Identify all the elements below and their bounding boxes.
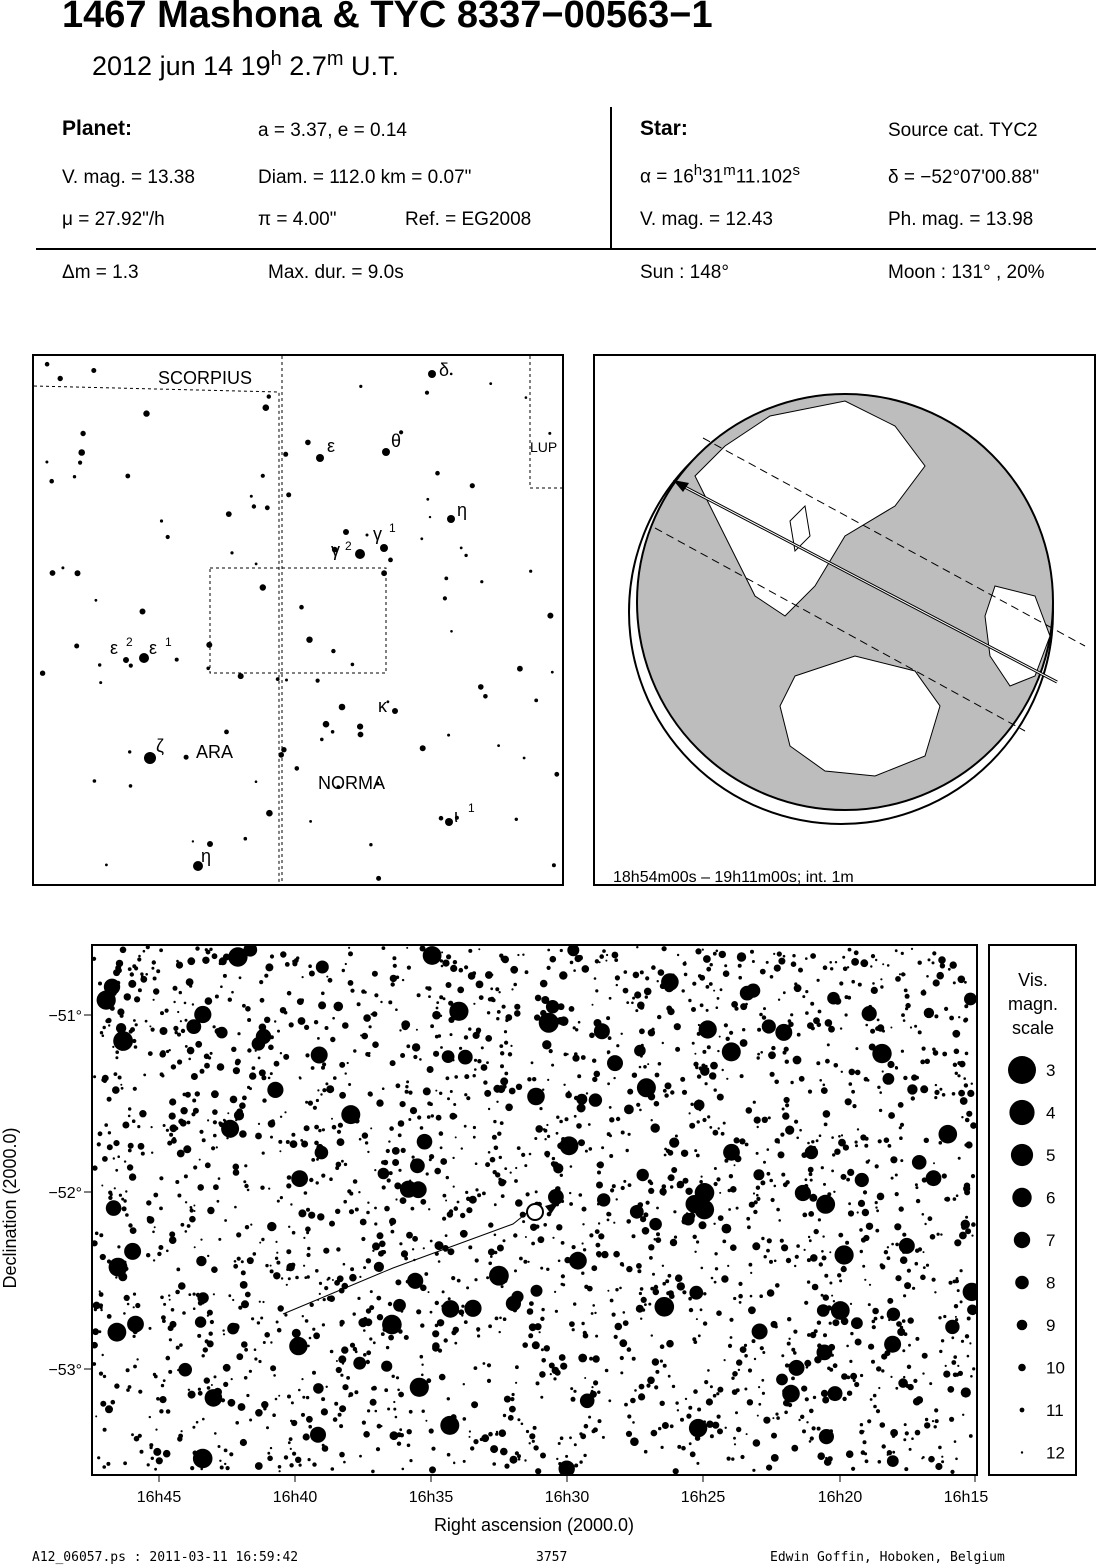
label-kappa: κ [378, 696, 387, 716]
y-axis-label: Declination (2000.0) [0, 1127, 20, 1289]
finder-star [447, 734, 450, 737]
globe-caption: 18h54m00s – 19h11m00s; int. 1m [613, 869, 854, 884]
sun-elongation: Sun : 148° [640, 262, 729, 283]
table-divider [610, 107, 612, 248]
finder-star [263, 404, 270, 411]
legend-label: 12 [1046, 1443, 1065, 1463]
legend-title-3: scale [1011, 1018, 1055, 1038]
finder-star [140, 609, 146, 615]
finder-star [255, 780, 258, 783]
legend-dot [1018, 1364, 1026, 1372]
finder-named-star [139, 653, 149, 663]
finder-star [230, 551, 233, 554]
finder-star [281, 747, 286, 752]
legend-title-1: Vis. [1018, 970, 1048, 990]
ytick-53: −53° [48, 1362, 82, 1379]
label-gamma1-index: 1 [389, 521, 396, 535]
magnitude-drop: Δm = 1.3 [62, 262, 139, 283]
finder-named-star [355, 549, 365, 559]
planet-vmag: V. mag. = 13.38 [62, 167, 195, 188]
footer-author: Edwin Goffin, Hoboken, Belgium [770, 1550, 1005, 1565]
finder-star [99, 681, 102, 684]
label-epsilon2: ε [110, 638, 119, 658]
legend-dot [1014, 1232, 1030, 1248]
finder-star [323, 721, 330, 728]
legend-label: 5 [1046, 1146, 1056, 1165]
label-gamma1: γ [373, 524, 382, 544]
finder-star [98, 663, 101, 666]
finder-star [276, 677, 280, 681]
finder-star [552, 863, 556, 867]
finder-star [443, 596, 447, 600]
label-delta: δ [439, 360, 450, 380]
finder-star [381, 570, 387, 576]
finder-star [80, 431, 85, 436]
label-iota1: ι [454, 806, 458, 826]
xtick-1625: 16h25 [680, 1489, 726, 1506]
finder-star [534, 699, 538, 703]
finder-star [285, 679, 288, 682]
finder-star [320, 738, 324, 742]
legend-label: 11 [1046, 1401, 1064, 1420]
moon-info: Moon : 131° , 20% [888, 262, 1045, 283]
finder-star [548, 432, 551, 435]
finder-star [78, 449, 85, 456]
finder-star [529, 570, 532, 573]
finder-star [351, 663, 355, 667]
finder-star [359, 385, 362, 388]
finder-star [429, 516, 431, 518]
finder-star [331, 649, 335, 653]
star-vmag: V. mag. = 12.43 [640, 209, 773, 230]
label-iota1-index: 1 [468, 801, 475, 815]
finder-star [306, 637, 312, 643]
label-zeta: ζ [156, 736, 164, 756]
finder-chart [32, 354, 564, 886]
finder-star [105, 864, 108, 867]
finder-star [425, 391, 429, 395]
finder-star [128, 750, 131, 753]
footer-file: A12_06057.ps : 2011-03-11 16:59:42 [32, 1550, 299, 1565]
finder-star [265, 505, 270, 510]
table-rule [36, 248, 1096, 250]
finder-star [45, 461, 48, 464]
finder-star [547, 613, 553, 619]
finder-named-star [316, 454, 324, 462]
legend-label: 8 [1046, 1273, 1056, 1293]
finder-star [206, 642, 212, 648]
chart-axes [0, 940, 1096, 1550]
finder-star [252, 504, 256, 508]
legend-label: 7 [1046, 1231, 1056, 1250]
finder-star [517, 666, 523, 672]
finder-star [175, 658, 179, 662]
legend-dot [1011, 1144, 1033, 1166]
ytick-51: −51° [48, 1008, 82, 1025]
finder-star [460, 547, 463, 550]
field-box [210, 568, 386, 673]
finder-named-star [144, 752, 156, 764]
finder-star [358, 732, 364, 738]
finder-star [339, 704, 346, 711]
finder-star [464, 554, 467, 557]
star-heading: Star: [640, 117, 688, 140]
label-epsilon2-index: 2 [126, 635, 133, 649]
max-duration: Max. dur. = 9.0s [268, 262, 404, 283]
label-theta: θ [391, 431, 402, 451]
finder-star [420, 745, 426, 751]
finder-star [166, 535, 170, 539]
star-delta: δ = −52°07'00.88" [888, 167, 1040, 188]
xtick-1620: 16h20 [817, 1489, 863, 1506]
finder-star [286, 492, 291, 497]
finder-star [260, 584, 266, 590]
finder-star [295, 766, 300, 771]
finder-star [283, 452, 288, 457]
finder-star [515, 818, 518, 821]
planet-parallax: π = 4.00" [258, 209, 337, 230]
xtick-1630: 16h30 [544, 1489, 590, 1506]
finder-star [238, 673, 244, 679]
star-alpha: $\alpha = 16^h31^m11.102^s$ [640, 162, 800, 188]
finder-named-star [382, 448, 390, 456]
finder-star [226, 511, 232, 517]
finder-named-star [392, 708, 398, 714]
finder-star [497, 744, 500, 747]
xtick-1635: 16h35 [408, 1489, 454, 1506]
finder-star [40, 671, 45, 676]
label-epsilon1: ε [149, 638, 158, 658]
finder-star [435, 471, 440, 476]
legend-scale [990, 946, 1075, 1474]
magnitude-legend [988, 944, 1077, 1476]
finder-star [160, 519, 163, 522]
finder-star [244, 837, 248, 841]
finder-star [75, 570, 81, 576]
finder-star [525, 396, 528, 399]
finder-star [388, 558, 393, 563]
finder-star [470, 483, 475, 488]
x-axis-label: Right ascension (2000.0) [433, 1515, 635, 1535]
finder-star [61, 566, 64, 569]
label-epsilon: ε [327, 436, 336, 456]
finder-star [299, 605, 304, 610]
finder-star [261, 474, 265, 478]
finder-star [74, 644, 79, 649]
constellation-boundary-3 [530, 356, 562, 488]
finder-star [224, 730, 229, 735]
xtick-1640: 16h40 [272, 1489, 318, 1506]
star-source: Source cat. TYC2 [888, 120, 1038, 141]
finder-star [78, 461, 82, 465]
legend-label: 3 [1046, 1061, 1056, 1080]
finder-star [184, 755, 189, 760]
finder-star [420, 537, 423, 540]
legend-dot [1017, 1320, 1028, 1331]
finder-star [331, 730, 335, 734]
finder-star [255, 563, 258, 566]
finder-star [129, 664, 133, 668]
finder-star [450, 373, 453, 376]
xtick-1645: 16h45 [136, 1489, 182, 1506]
finder-star [143, 410, 149, 416]
finder-star [129, 784, 133, 788]
globe-map [595, 356, 1094, 884]
finder-star [73, 475, 76, 478]
finder-star [266, 810, 273, 817]
finder-named-star [343, 529, 349, 535]
legend-label: 10 [1046, 1358, 1065, 1378]
planet-motion: μ = 27.92"/h [62, 209, 165, 230]
planet-heading: Planet: [62, 117, 133, 140]
finder-star [439, 816, 444, 821]
finder-star [483, 694, 488, 699]
legend-dot [1015, 1276, 1029, 1290]
finder-named-star [445, 818, 453, 826]
finder-map [34, 356, 562, 884]
star-phmag: Ph. mag. = 13.98 [888, 209, 1034, 230]
label-lup: LUP [530, 439, 558, 455]
finder-star [45, 362, 50, 367]
finder-star [489, 382, 492, 385]
finder-star [267, 394, 271, 398]
finder-star [480, 580, 483, 583]
finder-named-star [380, 544, 388, 552]
finder-star [551, 671, 554, 674]
finder-star [309, 820, 312, 823]
legend-title-2: magn. [1007, 994, 1059, 1014]
label-ara: ARA [196, 742, 234, 762]
planet-reference: Ref. = EG2008 [405, 209, 532, 230]
xtick-1615: 16h15 [943, 1489, 989, 1506]
finder-star [58, 376, 63, 381]
finder-star [95, 599, 98, 602]
label-eta-ara: η [201, 846, 212, 866]
label-scorpius: SCORPIUS [158, 368, 253, 388]
legend-label: 9 [1046, 1316, 1056, 1335]
event-time: 2012 jun 14 19$^h$ 2.7$^m$ U.T. [92, 48, 400, 81]
label-gamma2: γ [331, 540, 340, 560]
planet-diameter: Diam. = 112.0 km = 0.07" [258, 167, 472, 188]
finder-star [426, 498, 429, 501]
finder-star [49, 479, 54, 484]
label-gamma2-index: 2 [345, 539, 352, 553]
finder-star [192, 840, 194, 842]
finder-star [357, 724, 363, 730]
finder-star [554, 772, 559, 777]
label-norma: NORMA [318, 773, 385, 793]
finder-star [316, 679, 320, 683]
finder-star [206, 667, 210, 671]
finder-star [93, 779, 97, 783]
finder-star [91, 368, 96, 373]
finder-star [250, 495, 253, 498]
finder-star [478, 684, 484, 690]
legend-dot [1012, 1188, 1031, 1207]
footer-number: 3757 [536, 1550, 568, 1565]
finder-named-star [447, 515, 455, 523]
label-epsilon1-index: 1 [165, 635, 172, 649]
constellation-boundary [34, 386, 279, 884]
finder-star [376, 876, 381, 881]
finder-named-star [428, 370, 436, 378]
page-title: 1467 Mashona & TYC 8337−00563−1 [62, 0, 713, 36]
finder-star [444, 577, 448, 581]
label-eta-nor: η [457, 500, 468, 520]
finder-star [366, 534, 369, 537]
planet-orbit: a = 3.37, e = 0.14 [258, 120, 407, 141]
ytick-52: −52° [48, 1185, 82, 1202]
finder-star [450, 630, 453, 633]
finder-star [278, 752, 284, 758]
legend-dot [1020, 1408, 1025, 1413]
legend-dot [1009, 1100, 1034, 1125]
globe-panel [593, 354, 1096, 886]
legend-dot [1021, 1451, 1023, 1453]
legend-label: 6 [1046, 1188, 1056, 1208]
finder-star [50, 570, 56, 576]
finder-star [305, 440, 311, 446]
legend-label: 4 [1046, 1103, 1056, 1123]
finder-star [523, 757, 526, 760]
legend-dot [1008, 1056, 1036, 1084]
finder-star [125, 474, 130, 479]
finder-named-star [123, 657, 129, 663]
finder-star [369, 843, 372, 846]
